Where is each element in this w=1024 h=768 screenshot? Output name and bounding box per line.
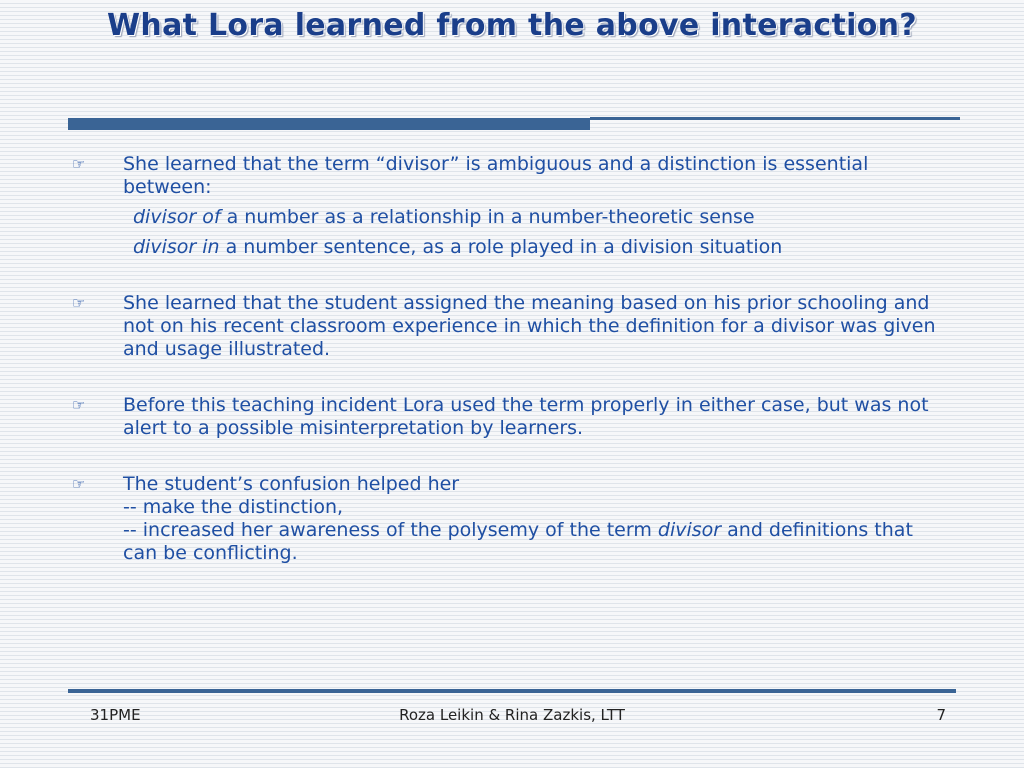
bullet-text: She learned that the term “divisor” is ambiguous and a distinction is essential between:: [123, 153, 869, 198]
bullet-item: [72, 394, 952, 440]
bullet-text: The student’s confusion helped her: [123, 473, 460, 495]
sub-line-text: a number as a relationship in a number-theoretic sense: [220, 206, 755, 228]
bullet-text-part: -- increased her awareness of the polysemy of the term: [123, 519, 658, 541]
sub-line-text: a number sentence, as a role played in a division situation: [219, 236, 783, 258]
bullet-text: Before this teaching incident Lora used the term properly in either case, but was not alert to a possible misinterpretation by learners.: [123, 394, 929, 439]
page-number: 7: [936, 706, 946, 724]
term-divisor-in: divisor in: [133, 236, 220, 258]
bullet-list: [72, 153, 952, 598]
bullet-text: -- make the distinction,: [123, 496, 344, 518]
pointing-hand-icon: ☞: [72, 475, 86, 493]
title-divider-thick: [68, 118, 590, 130]
slide-title: What Lora learned from the above interaction?: [107, 8, 917, 43]
pointing-hand-icon: ☞: [72, 155, 86, 173]
bullet-text: She learned that the student assigned the meaning based on his prior schooling and not on his recent classroom experience in which the definition for a divisor was given and usage illustrated.: [123, 292, 936, 360]
bullet-item: [72, 292, 952, 361]
bullet-item: [72, 153, 952, 259]
sub-line: [123, 206, 952, 229]
footer-authors: Roza Leikin & Rina Zazkis, LTT: [399, 706, 625, 724]
bullet-text: [123, 519, 952, 565]
footer-divider: [68, 689, 956, 693]
term-divisor-of: divisor of: [133, 206, 221, 228]
bullet-text-part: and definitions that can be conflicting.: [123, 519, 913, 564]
bullet-item: [72, 473, 952, 565]
pointing-hand-icon: ☞: [72, 396, 86, 414]
footer-conference: 31PME: [90, 706, 141, 724]
term-divisor: divisor: [657, 519, 722, 541]
title-divider-thin: [590, 117, 960, 120]
sub-line: [123, 236, 952, 259]
pointing-hand-icon: ☞: [72, 294, 86, 312]
